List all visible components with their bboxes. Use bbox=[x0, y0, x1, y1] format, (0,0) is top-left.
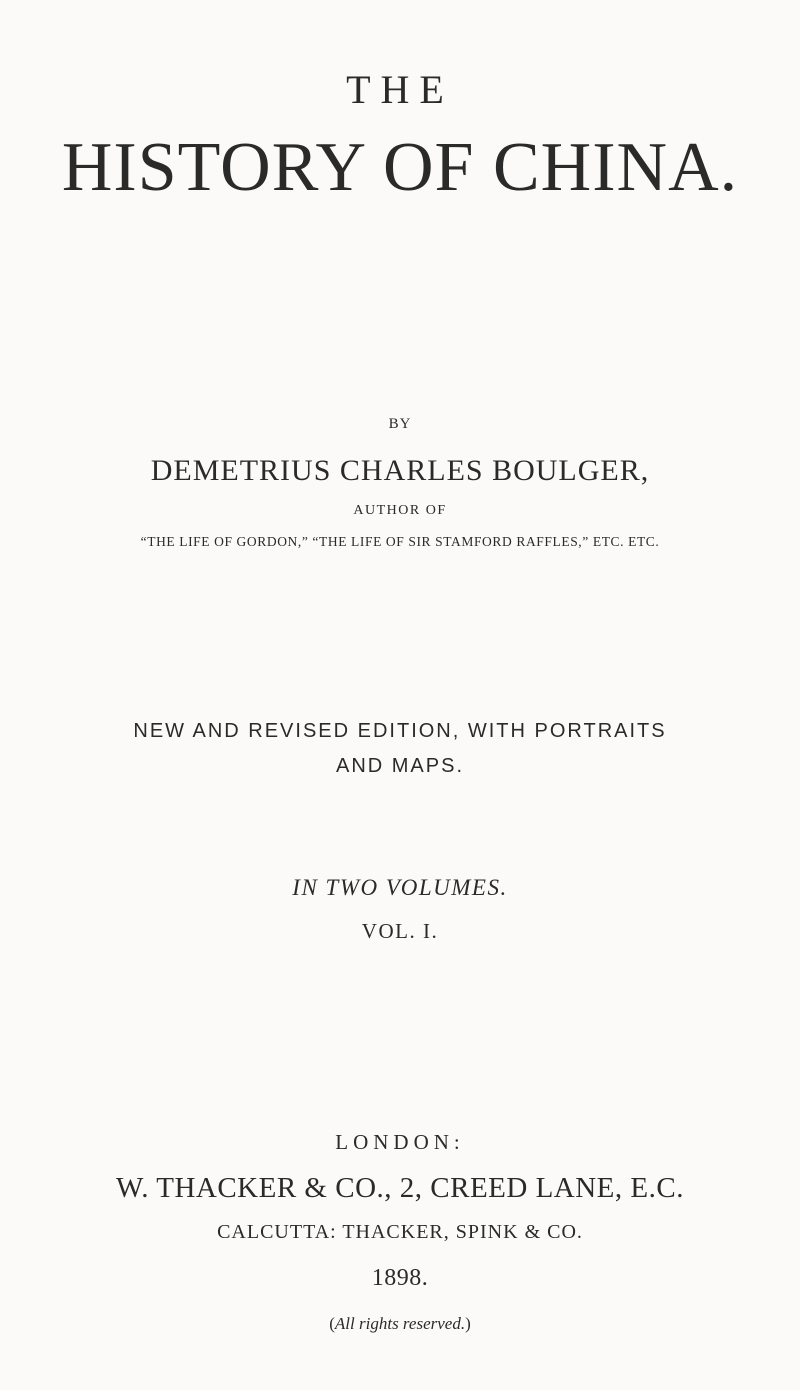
edition-line-2: AND MAPS. bbox=[335, 755, 465, 777]
edition-line-1: NEW AND REVISED EDITION, WITH PORTRAITS bbox=[133, 720, 667, 742]
other-works: “THE LIFE OF GORDON,” “THE LIFE OF SIR STAMFORD RAFFLES,” ETC. ETC. bbox=[140, 534, 660, 549]
volume-number: VOL. I. bbox=[361, 919, 439, 943]
publisher-line: W. THACKER & CO., 2, CREED LANE, E.C. bbox=[116, 1172, 684, 1204]
author-of-label: AUTHOR OF bbox=[353, 503, 447, 518]
rights-open-paren: ( bbox=[329, 1314, 335, 1333]
calcutta-publisher-line: CALCUTTA: THACKER, SPINK & CO. bbox=[217, 1221, 583, 1243]
book-title: HISTORY OF CHINA. bbox=[61, 129, 739, 206]
rights-close-paren: ) bbox=[465, 1314, 471, 1333]
the-heading: THE bbox=[346, 67, 454, 112]
author-name: DEMETRIUS CHARLES BOULGER, bbox=[150, 454, 650, 487]
volumes-note: IN TWO VOLUMES. bbox=[292, 875, 508, 900]
publication-year: 1898. bbox=[371, 1265, 429, 1291]
imprint-city: LONDON: bbox=[335, 1130, 465, 1154]
rights-notice bbox=[0, 1312, 800, 1336]
rights-text: All rights reserved. bbox=[334, 1314, 466, 1333]
by-label: BY bbox=[388, 416, 412, 432]
